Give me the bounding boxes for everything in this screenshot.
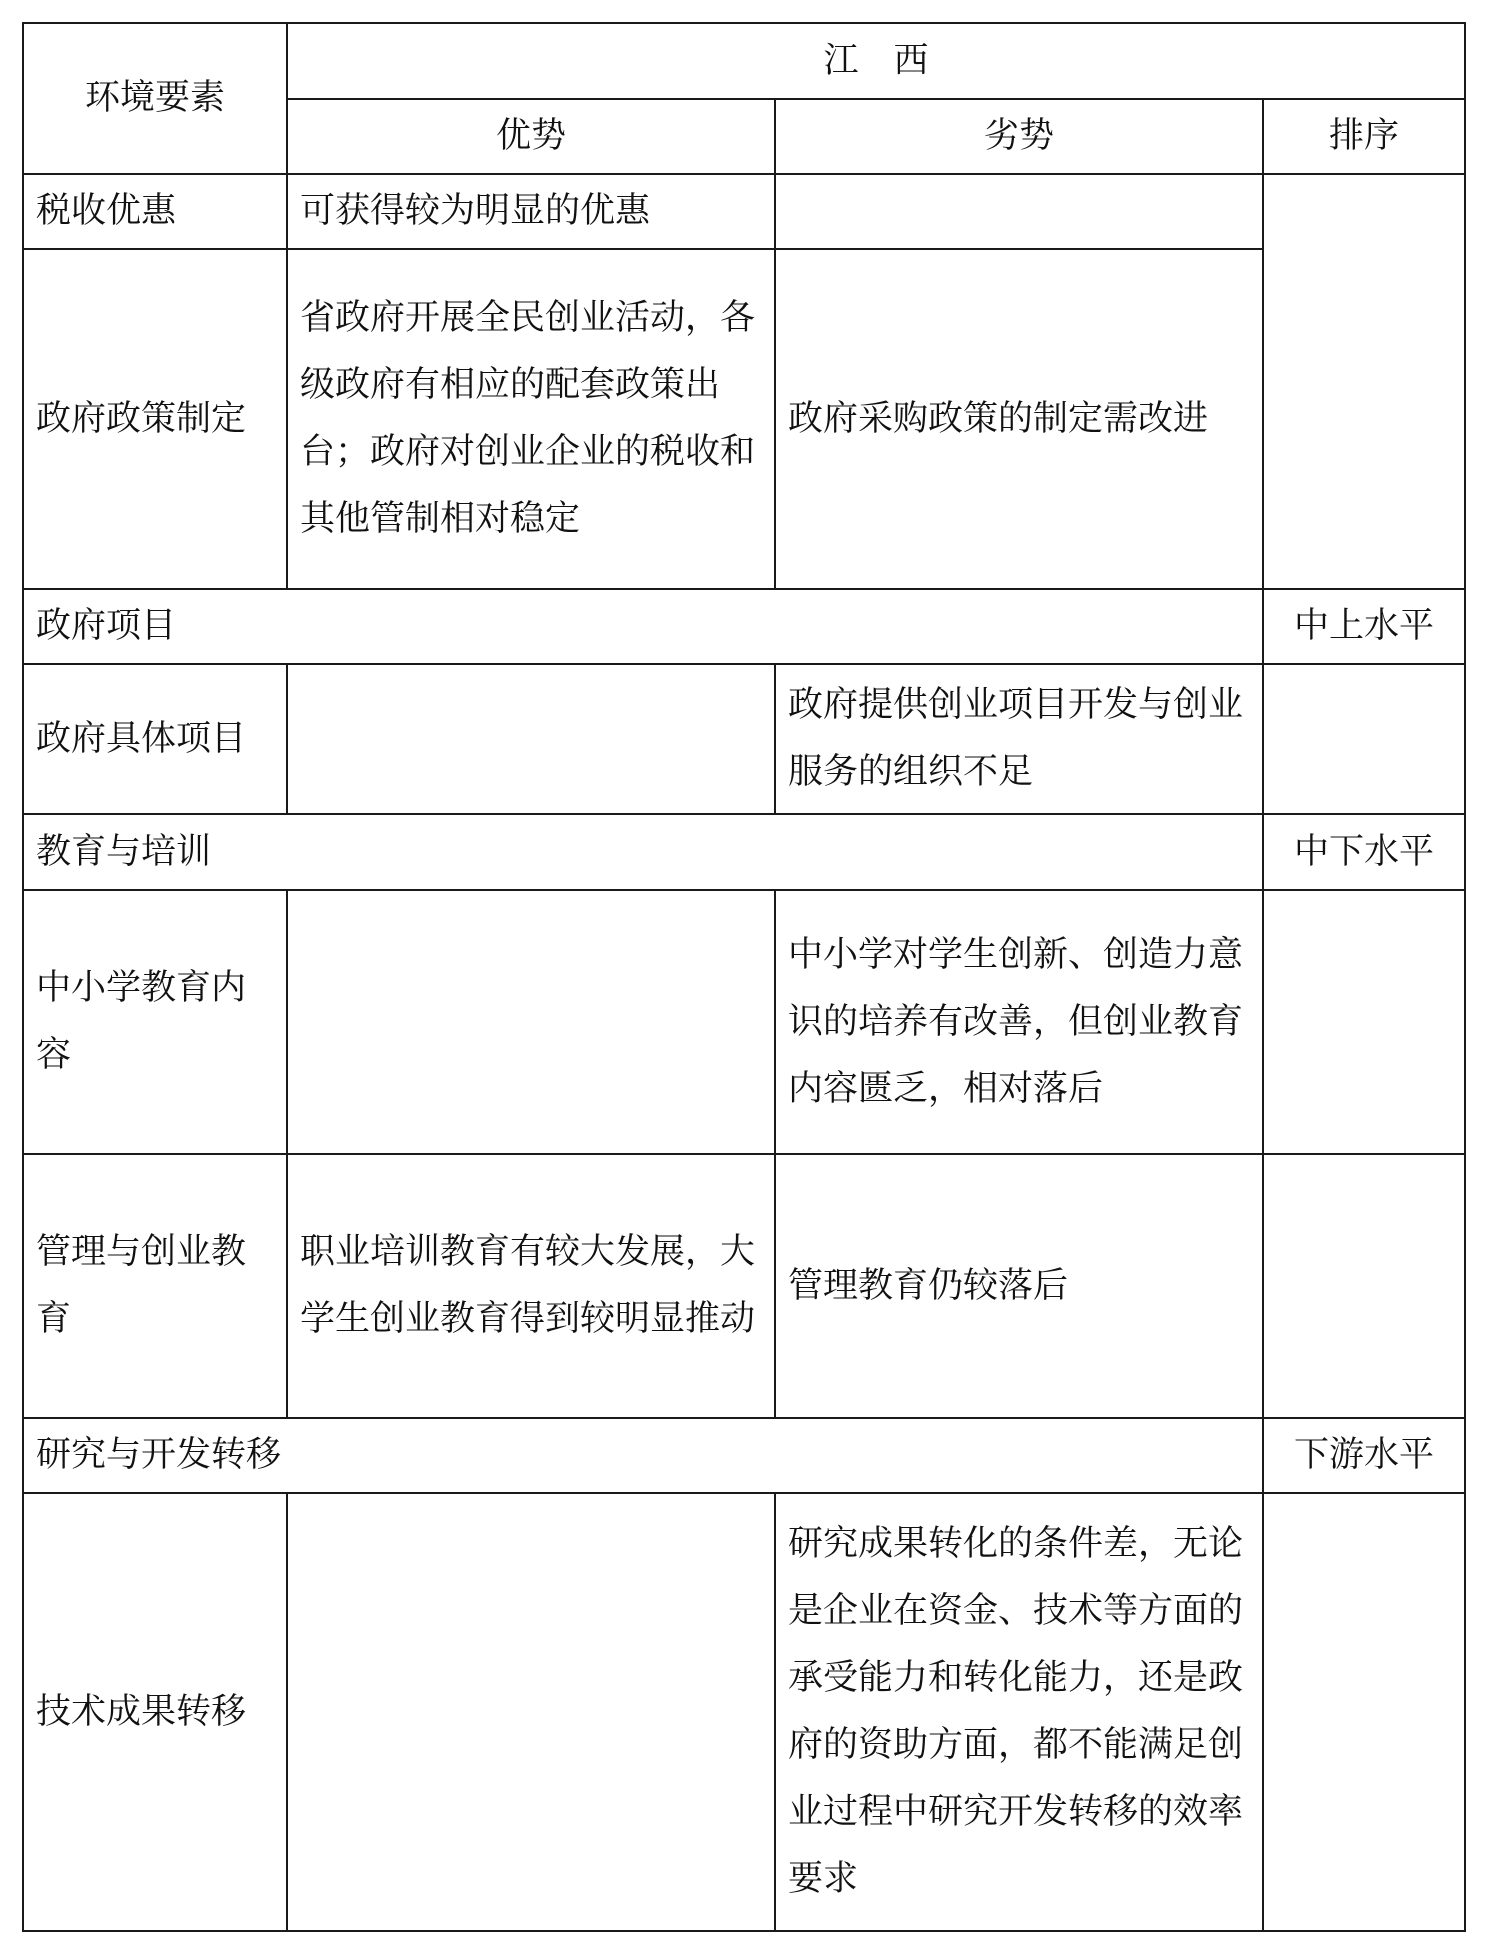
category-row bbox=[23, 1418, 1465, 1493]
advantage-cell: 职业培训教育有较大发展，大学生创业教育得到较明显推动 bbox=[287, 1154, 775, 1418]
advantage-cell bbox=[287, 890, 775, 1154]
disadvantage-cell: 政府采购政策的制定需改进 bbox=[775, 249, 1263, 589]
table-row bbox=[23, 1493, 1465, 1931]
disadvantage-cell: 中小学对学生创新、创造力意识的培养有改善，但创业教育内容匮乏，相对落后 bbox=[775, 890, 1263, 1154]
header-rank: 排序 bbox=[1263, 99, 1465, 174]
header-advantage: 优势 bbox=[287, 99, 775, 174]
disadvantage-cell: 政府提供创业项目开发与创业服务的组织不足 bbox=[775, 664, 1263, 814]
advantage-cell: 可获得较为明显的优惠 bbox=[287, 174, 775, 249]
rank-cell-empty bbox=[1263, 1493, 1465, 1931]
category-cell: 研究与开发转移 bbox=[23, 1418, 1263, 1493]
environment-factors-table bbox=[22, 22, 1466, 1932]
table-row bbox=[23, 174, 1465, 249]
rank-cell: 下游水平 bbox=[1263, 1418, 1465, 1493]
header-disadvantage: 劣势 bbox=[775, 99, 1263, 174]
category-cell: 政府项目 bbox=[23, 589, 1263, 664]
table-row bbox=[23, 664, 1465, 814]
category-cell: 教育与培训 bbox=[23, 814, 1263, 890]
disadvantage-cell: 研究成果转化的条件差，无论是企业在资金、技术等方面的承受能力和转化能力，还是政府的资助方面，都不能满足创业过程中研究开发转移的效率要求 bbox=[775, 1493, 1263, 1931]
header-region: 江 西 bbox=[287, 23, 1465, 99]
header-factor: 环境要素 bbox=[23, 23, 287, 174]
advantage-cell bbox=[287, 664, 775, 814]
rank-cell-empty bbox=[1263, 890, 1465, 1154]
factor-cell: 政府具体项目 bbox=[23, 664, 287, 814]
table-row bbox=[23, 1154, 1465, 1418]
factor-cell: 技术成果转移 bbox=[23, 1493, 287, 1931]
advantage-cell: 省政府开展全民创业活动，各级政府有相应的配套政策出台；政府对创业企业的税收和其他管制相对稳定 bbox=[287, 249, 775, 589]
factor-cell: 税收优惠 bbox=[23, 174, 287, 249]
rank-cell: 中上水平 bbox=[1263, 589, 1465, 664]
factor-cell: 管理与创业教育 bbox=[23, 1154, 287, 1418]
rank-cell-empty bbox=[1263, 174, 1465, 589]
category-row bbox=[23, 814, 1465, 890]
factor-cell: 政府政策制定 bbox=[23, 249, 287, 589]
header-row-1 bbox=[23, 23, 1465, 99]
disadvantage-cell bbox=[775, 174, 1263, 249]
advantage-cell bbox=[287, 1493, 775, 1931]
rank-cell-empty bbox=[1263, 1154, 1465, 1418]
table-row bbox=[23, 890, 1465, 1154]
rank-cell-empty bbox=[1263, 664, 1465, 814]
table-row bbox=[23, 249, 1465, 589]
factor-cell: 中小学教育内容 bbox=[23, 890, 287, 1154]
rank-cell: 中下水平 bbox=[1263, 814, 1465, 890]
disadvantage-cell: 管理教育仍较落后 bbox=[775, 1154, 1263, 1418]
category-row bbox=[23, 589, 1465, 664]
